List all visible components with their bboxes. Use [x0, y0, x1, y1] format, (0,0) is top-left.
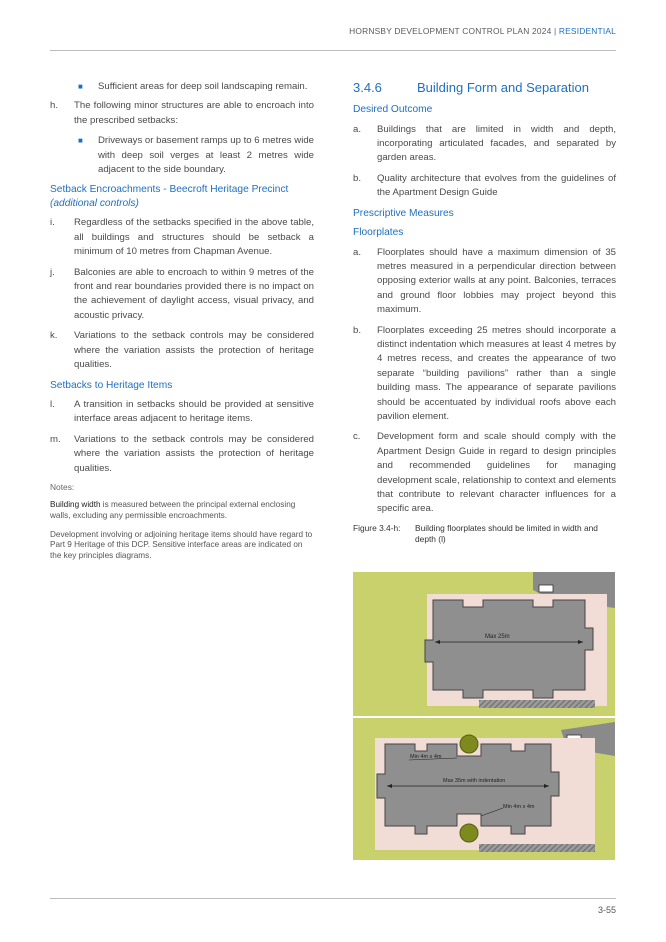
bullet-driveways: ■ Driveways or basement ramps up to 6 metres wide with deep soil verges at least 2 metres wide adjacent to the side boundary.	[78, 135, 314, 176]
running-header	[349, 26, 616, 36]
header-section: RESIDENTIAL	[558, 26, 616, 36]
section-number: 3.4.6	[353, 80, 382, 95]
bullet-icon: ■	[78, 82, 83, 91]
header-title: HORNSBY DEVELOPMENT CONTROL PLAN 2024	[349, 26, 552, 36]
floorplate-diagram	[353, 572, 615, 860]
subheading-beecroft: Setback Encroachments - Beecroft Heritage Precinct (additional controls)	[50, 184, 289, 209]
floorplate-c: c. Development form and scale should comply with the Apartment Design Guide in regard to design principles and recommended guidelines for managing development scale, relationship to context and elements that contribute to relevant character influences for a specific area.	[353, 431, 616, 515]
header-separator: |	[551, 26, 559, 36]
item-k: k. Variations to the setback controls may be considered where the variation assists the protection of heritage qualities.	[50, 330, 314, 371]
outcome-a: a. Buildings that are limited in width and depth, incorporating articulated facades, and separated by garden areas.	[353, 123, 616, 164]
header-rule	[50, 50, 616, 51]
driveway-hatch	[479, 700, 595, 708]
item-i: i. Regardless of the setbacks specified in the above table, all buildings and structures should be setback a minimum of 10 metres from Chapman Avenue.	[50, 217, 314, 258]
section-title: Building Form and Separation	[417, 80, 589, 95]
outcome-b: b. Quality architecture that evolves from the guidelines of the Apartment Design Guide	[353, 172, 616, 199]
section-heading	[353, 80, 616, 95]
floorplates-heading: Floorplates	[353, 227, 404, 239]
floorplate-a: a. Floorplates should have a maximum dimension of 35 metres measured in a perpendicular direction between opposing exterior walls at any point. Balconies, terraces and ground floor lobbies may project beyond this maximum.	[353, 246, 616, 316]
item-h: h. The following minor structures are able to encroach into the prescribed setbacks:	[50, 100, 314, 126]
note-heritage: Development involving or adjoining heritage items should have regard to Part 9 Heritage of this DCP. Sensitive interface areas are indicated on the key principles diagrams.	[50, 529, 313, 561]
subheading-heritage: Setbacks to Heritage Items	[50, 379, 173, 391]
label-min-4m-right: Min 4m x 4m	[503, 804, 535, 810]
bullet-icon: ■	[78, 136, 83, 146]
page-number: 3-55	[597, 905, 616, 915]
tree-icon	[460, 824, 478, 842]
figure-caption: Figure 3.4-h: Building floorplates should be limited in width and depth (l)	[353, 522, 598, 544]
label-min-4m-left: Min 4m x 4m	[410, 754, 442, 760]
driveway-hatch	[479, 844, 595, 852]
item-m: m. Variations to the setback controls may be considered where the variation assists the protection of heritage qualities.	[50, 433, 314, 474]
item-j: j. Balconies are able to encroach to within 9 metres of the front and rear boundaries provided there is no impact on the achievement of daylight access, visual privacy, and acoustic privacy.	[50, 266, 314, 321]
label-max-25m: Max 25m	[485, 634, 510, 640]
bottom-panel	[353, 718, 615, 860]
note-building-width: Building width is measured between the principal external enclosing walls, excluding any permissible encroachments.	[50, 500, 296, 520]
item-l: l. A transition in setbacks should be provided at sensitive interface areas adjacent to heritage items.	[50, 399, 314, 425]
bullet-deep-soil: ■ Sufficient areas for deep soil landscaping remain.	[50, 80, 314, 94]
prescriptive-heading: Prescriptive Measures	[353, 207, 454, 219]
tree-icon	[460, 735, 478, 753]
footer-rule	[50, 898, 616, 899]
label-max-35m: Max 35m with indentation	[443, 778, 506, 784]
desired-outcome-heading: Desired Outcome	[353, 104, 433, 115]
car-icon	[539, 585, 553, 592]
left-column	[50, 80, 314, 570]
notes-title: Notes:	[50, 482, 75, 493]
building-footprint-single	[425, 600, 593, 698]
top-panel	[353, 572, 615, 716]
right-column	[353, 80, 616, 545]
floorplate-b: b. Floorplates exceeding 25 metres should incorporate a distinct indentation which measures at least 4 metres by 4 metres recess, and creates the appearance of two separate “building pavilions” rather than a single building mass. The appearance of separate pavilions should be accentuated by individual roofs above each pavilion element.	[353, 324, 616, 422]
